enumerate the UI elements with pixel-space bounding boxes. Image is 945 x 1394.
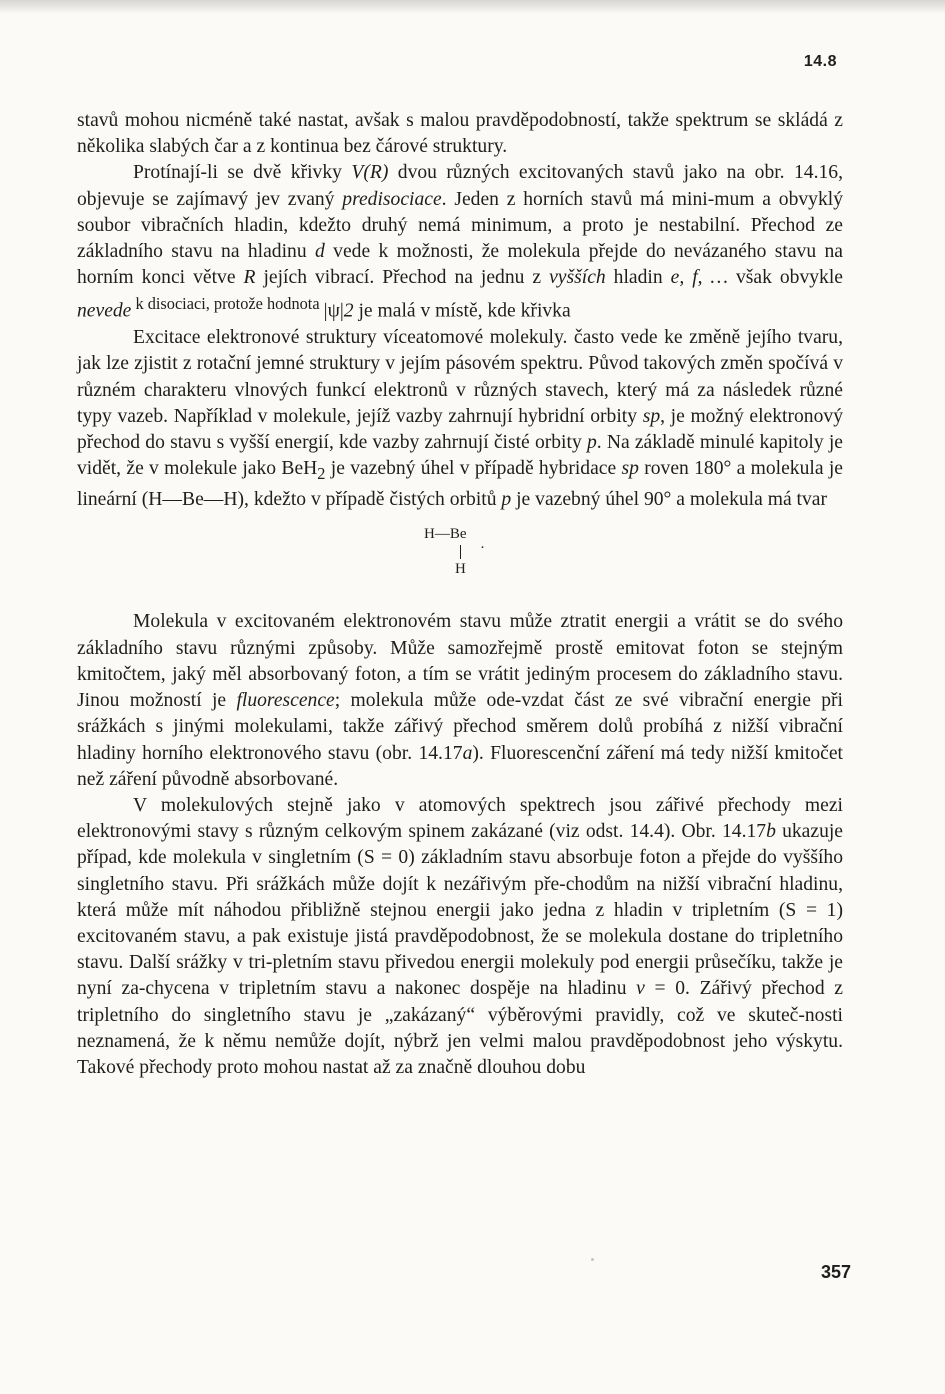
scan-top-edge (0, 0, 945, 14)
structure-top: H—Be (424, 526, 467, 543)
section-number: 14.8 (803, 53, 837, 70)
page-number: 357 (820, 1262, 851, 1282)
paragraph-2: Protínají-li se dvě křivky V(R) dvou různých excitovaných stavů jako na obr. 14.16, objevuje se zajímavý jev zvaný predisociace. Jeden z horních stavů má mini-mum a obvyklý soubor vibračních hladin, kdežto druhý nemá minimum, a proto je nestabilní. Přechod ze základního stavu na hladinu d vede k možnosti, že molekula přejde do nevázaného stavu na horním konci větve R jejích vibrací. Přechod na jednu z vyšších hladin e, f, … však obvykle nevede $^{k disociaci, protože hodnota}$ |ψ|2 je malá v místě, kde křivka (77, 162, 843, 322)
paragraph-3: Excitace elektronové struktury víceatomové molekuly. často vede ke změně jejího tvaru, jak lze zjistit z rotační jemné struktury v jejím pásovém spektru. Původ takových změn spočívá v různém charakteru vlnových funkcí elektronů v různých stavech, který má za následek různé typy vazeb. Například v molekule, jejíž vazby zahrnují hybridní orbity sp, je možný elektronový přechod do stavu s vyšší energií, kde vazby zahrnují čisté orbity p. Na základě minulé kapitoly je vidět, že v molekule jako BeH$_2$ je vazebný úhel v případě hybridace sp roven 180° a molekula je lineární (H—Be—H), kdežto v případě čistých orbitů p je vazebný úhel 90° a molekula má tvar (77, 327, 844, 511)
scan-speck (591, 1258, 594, 1261)
paragraph-1: stavů mohou nicméně také nastat, avšak s malou pravděpodobností, takže spektrum se skládá z několika slabých čar a z kontinua bez čárové struktury. (77, 110, 843, 158)
paragraph-4: Molekula v excitovaném elektronovém stavu může ztratit energii a vrátit se do svého základního stavu různými způsoby. Může samozřejmě prostě emitovat foton se stejným kmitočtem, jaký měl absorbovaný foton, a tím se vrátit jediným procesem do základního stavu. Jinou možností je fluorescence; molekula může ode-vzdat část ze své vibrační energie při srážkách s jinými molekulami, takže zářivý přechod směrem dolů probíhá z nižší vibrační hladiny horního elektronového stavu (obr. 14.17a). Fluorescenční záření má tedy nižší kmitočet než záření původně absorbované. (77, 611, 843, 790)
beh2-bent-structure (77, 513, 843, 609)
structure-bottom: H (455, 561, 466, 578)
paragraph-5: V molekulových stejně jako v atomových spektrech jsou zářivé přechody mezi elektronovými stavy s různým celkovým spinem zakázané (viz odst. 14.4). Obr. 14.17b ukazuje případ, kde molekula v singletním (S = 0) základním stavu absorbuje foton a přejde do vyššího singletního stavu. Při srážkách může dojít k nezářivým pře-chodům na nižší vibrační hladinu, která může mít náhodou přibližně stejnou energii jako jedna z hladin v tripletním (S = 1) excitovaném stavu, a pak existuje jistá pravděpodobnost, že se molekula dostane do tripletního stavu. Další srážky v tri-pletním stavu přivedou energii molekuly pod energii průsečíku, takže je nyní za-chycena v tripletním stavu a nakonec dospěje na hladinu v = 0. Zářivý přechod z tripletního do singletního stavu je „zakázaný“ výběrovými pravidly, což ve skuteč-nosti neznamená, že k němu nemůže dojít, nýbrž jen velmi malou pravděpodobnost jeho výskytu. Takové přechody proto mohou nastat až za značně dlouhou dobu (77, 794, 843, 1078)
body-text (77, 108, 843, 1081)
structure-dot: · (480, 540, 485, 557)
structure-bond (460, 545, 461, 559)
